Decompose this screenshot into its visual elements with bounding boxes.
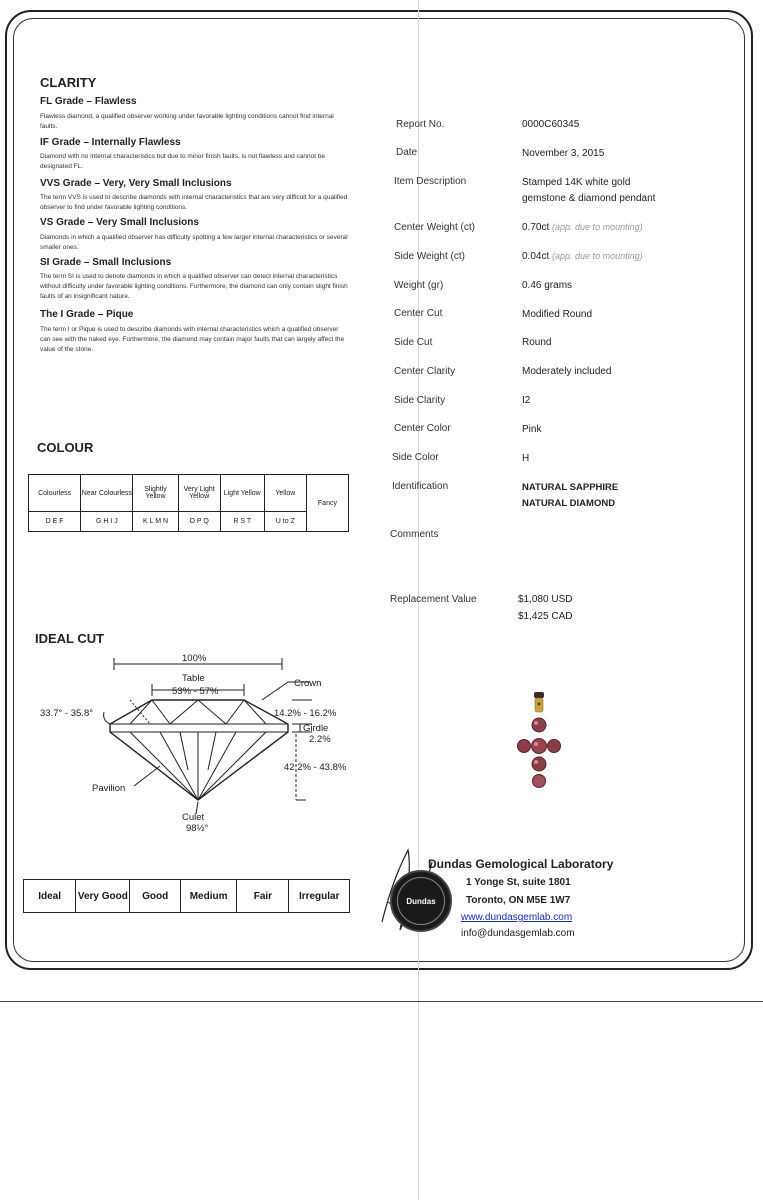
field-value-replacement-cad: $1,425 CAD	[518, 611, 573, 622]
field-label-center-color: Center Color	[394, 423, 451, 434]
colour-col-fancy: Fancy	[306, 475, 348, 532]
colour-col-yellow: Yellow	[264, 475, 306, 512]
field-label-side-clarity: Side Clarity	[394, 395, 446, 406]
colour-letters-def: D E F	[29, 512, 81, 532]
lab-address-line2: Toronto, ON M5E 1W7	[466, 895, 571, 906]
cut-grade-fair: Fair	[237, 880, 289, 913]
diagram-crown-angle: 33.7° - 35.8°	[40, 708, 94, 719]
clarity-heading: CLARITY	[40, 75, 97, 90]
colour-col-near-colourless: Near Colourless	[81, 475, 133, 512]
diagram-culet-value: 98½°	[186, 823, 209, 834]
colour-letters-ghij: G H I J	[81, 512, 133, 532]
cut-grade-very-good: Very Good	[76, 880, 130, 913]
side-weight-value: 0.04ct	[522, 251, 550, 262]
field-value-item-description-1: Stamped 14K white gold	[522, 177, 631, 188]
cut-grade-ideal: Ideal	[24, 880, 76, 913]
field-value-side-weight	[522, 251, 643, 262]
clarity-i-title: The I Grade – Pique	[40, 309, 134, 320]
field-label-item-description: Item Description	[394, 176, 467, 187]
colour-col-light-yellow: Light Yellow	[220, 475, 264, 512]
colour-letters-rst: R S T	[220, 512, 264, 532]
field-value-identification-2: NATURAL DIAMOND	[522, 498, 616, 509]
field-label-center-cut: Center Cut	[394, 308, 443, 319]
field-label-comments: Comments	[390, 529, 439, 540]
field-value-report-no: 0000C60345	[522, 119, 580, 130]
diagram-total-label: 100%	[182, 653, 207, 664]
field-value-identification-1: NATURAL SAPPHIRE	[522, 482, 619, 493]
pendant-photo	[514, 690, 564, 800]
diagram-girdle-value: 2.2%	[309, 734, 331, 745]
colour-heading: COLOUR	[37, 440, 94, 455]
clarity-fl-title: FL Grade – Flawless	[40, 96, 137, 107]
ideal-cut-diagram	[30, 650, 370, 840]
field-label-date: Date	[396, 147, 418, 158]
cut-grade-good: Good	[130, 880, 180, 913]
field-label-report-no: Report No.	[396, 119, 445, 130]
diagram-crown-height: 14.2% - 16.2%	[274, 708, 337, 719]
field-label-center-weight: Center Weight (ct)	[394, 222, 475, 233]
clarity-fl-desc: Flawless diamond, a qualified observer working under favorable lighting conditions cannot find internal faults.	[40, 113, 334, 130]
field-label-side-color: Side Color	[392, 452, 439, 463]
field-value-center-cut: Modified Round	[522, 309, 593, 320]
diagram-girdle-label: Girdle	[303, 723, 329, 734]
colour-col-very-light-yellow: Very Light Yellow	[178, 475, 220, 512]
field-label-side-cut: Side Cut	[394, 337, 433, 348]
lab-seal-stamp	[390, 870, 452, 932]
field-value-side-cut: Round	[522, 337, 552, 348]
colour-col-colourless: Colourless	[29, 475, 81, 512]
side-weight-note: (app. due to mounting)	[552, 251, 643, 261]
clarity-si-desc: The term SI is used to denote diamonds in which a qualified observer can detect internal characteristics without difficulty under favorable lighting conditions. Furthermore, the diamond can only contain slight finish faults of an insignificant nature.	[40, 273, 348, 300]
page-cut-line	[0, 1001, 763, 1002]
colour-col-slightly-yellow: Slightly Yellow	[133, 475, 178, 512]
colour-letters-klmn: K L M N	[133, 512, 178, 532]
diagram-pavilion-depth: 42.2% - 43.8%	[284, 762, 347, 773]
cut-grade-table	[23, 879, 350, 913]
colour-letters-opq: O P Q	[178, 512, 220, 532]
ideal-cut-heading: IDEAL CUT	[35, 631, 105, 646]
lab-website-link[interactable]: www.dundasgemlab.com	[461, 912, 573, 923]
field-label-replacement-value: Replacement Value	[390, 594, 477, 605]
clarity-vvs-desc: The term VVS is used to describe diamonds with internal characteristics that are very difficult for a qualified observer to find under favorable lighting conditions.	[40, 194, 348, 211]
field-value-side-color: H	[522, 453, 530, 464]
field-value-side-clarity: I2	[522, 395, 531, 406]
diagram-crown-label: Crown	[294, 678, 322, 689]
center-weight-note: (app. due to mounting)	[552, 222, 643, 232]
clarity-if-desc: Diamond with no internal characteristics but due to minor finish faults, is not flawless and cannot be designated FL.	[40, 153, 326, 170]
center-weight-value: 0.70ct	[522, 222, 550, 233]
lab-email[interactable]: info@dundasgemlab.com	[461, 928, 575, 939]
field-label-side-weight: Side Weight (ct)	[394, 251, 465, 262]
field-label-center-clarity: Center Clarity	[394, 366, 456, 377]
colour-letters-u-to-z: U to Z	[264, 512, 306, 532]
colour-scale-table	[28, 474, 349, 532]
cut-grade-medium: Medium	[180, 880, 237, 913]
field-label-weight: Weight (gr)	[394, 280, 444, 291]
field-value-date: November 3, 2015	[522, 148, 605, 159]
cut-grade-irregular: Irregular	[289, 880, 350, 913]
diagram-pavilion-label: Pavilion	[92, 783, 126, 794]
clarity-vs-title: VS Grade – Very Small Inclusions	[40, 217, 199, 228]
lab-seal-text: Dundas	[397, 877, 445, 925]
clarity-vs-desc: Diamonds in which a qualified observer has difficulty spotting a few larger internal characteristics or several smaller ones.	[40, 234, 348, 251]
clarity-i-desc: The term I or Pique is used to describe diamonds with internal characteristics which a qualified observer can see with the naked eye. Furthermore, the diamond may contain major faults that can largely affect the value of the stone.	[40, 326, 345, 353]
field-value-center-color: Pink	[522, 424, 542, 435]
diagram-table-range: 53% - 57%	[172, 686, 219, 697]
field-label-identification: Identification	[392, 481, 449, 492]
lab-name: Dundas Gemological Laboratory	[428, 857, 614, 871]
field-value-replacement-usd: $1,080 USD	[518, 594, 573, 605]
clarity-si-title: SI Grade – Small Inclusions	[40, 257, 172, 268]
field-value-item-description-2: gemstone & diamond pendant	[522, 193, 656, 204]
field-value-center-weight	[522, 222, 643, 233]
field-value-center-clarity: Moderately included	[522, 366, 612, 377]
clarity-vvs-title: VVS Grade – Very, Very Small Inclusions	[40, 178, 232, 189]
diagram-culet-label: Culet	[182, 812, 205, 823]
diagram-table-label: Table	[182, 673, 205, 684]
lab-address-line1: 1 Yonge St, suite 1801	[466, 877, 571, 888]
clarity-if-title: IF Grade – Internally Flawless	[40, 137, 181, 148]
field-value-weight: 0.46 grams	[522, 280, 573, 291]
